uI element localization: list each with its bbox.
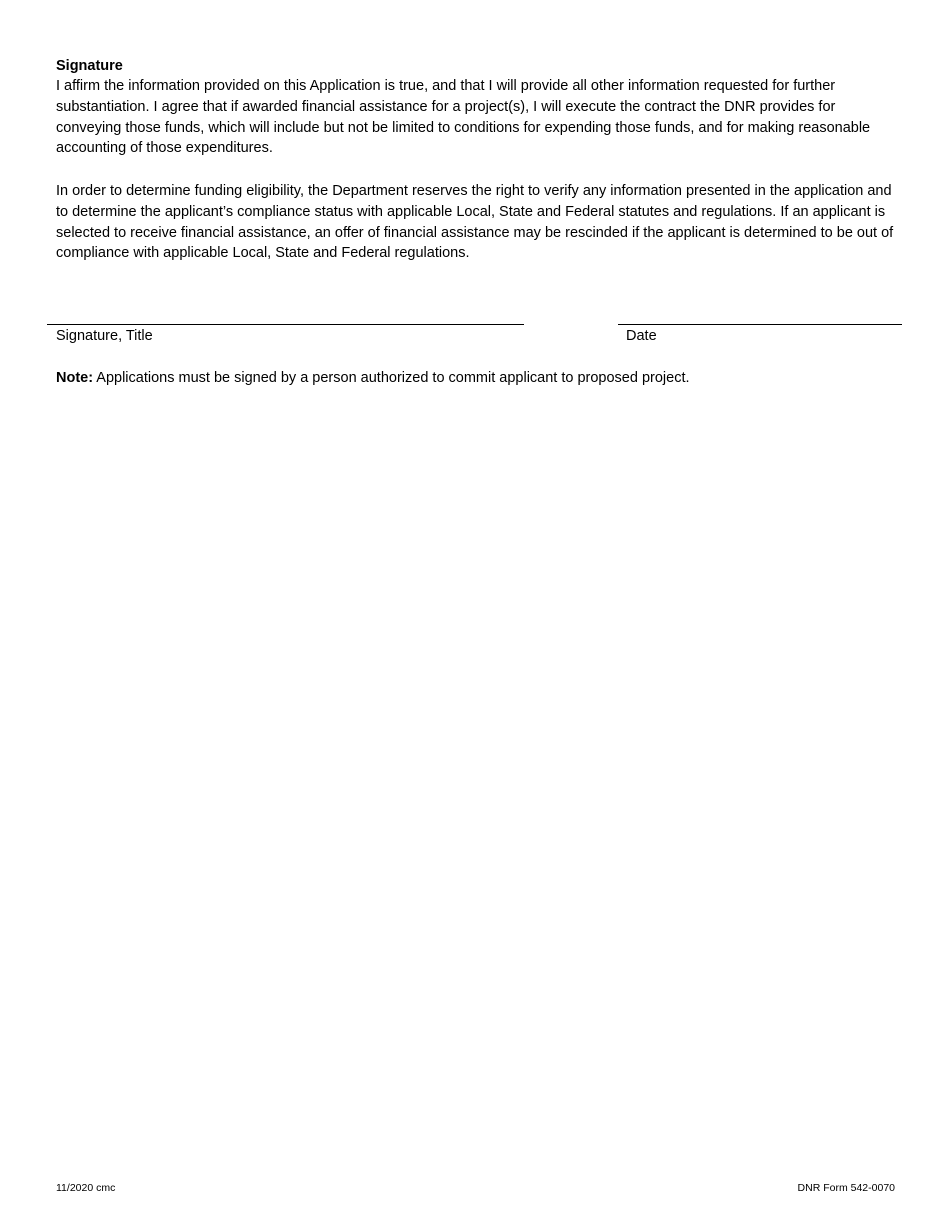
footer-form-number: DNR Form 542-0070 bbox=[797, 1182, 895, 1194]
section-heading: Signature bbox=[56, 58, 123, 74]
note-label: Note: bbox=[56, 370, 94, 386]
date-label: Date bbox=[626, 328, 657, 344]
affirmation-paragraph: I affirm the information provided on this Application is true, and that I will provide all other information requested for further substantiation. I agree that if awarded financial assistance for a project(s), I will execute the contract the DNR provides for conveying those funds, which will include but not be limited to conditions for expending those funds, and for making reasonable accounting of those expenditures. bbox=[56, 78, 871, 157]
signature-title-label: Signature, Title bbox=[56, 328, 153, 344]
note-text bbox=[56, 368, 690, 388]
footer-revision: 11/2020 cmc bbox=[56, 1182, 116, 1194]
signature-line[interactable] bbox=[47, 324, 524, 325]
date-line[interactable] bbox=[618, 324, 902, 325]
note-body: Applications must be signed by a person authorized to commit applicant to proposed project. bbox=[93, 370, 690, 386]
eligibility-paragraph: In order to determine funding eligibility, the Department reserves the right to verify any information presented in the application and to determine the applicant’s compliance status with applicable Local, State and Federal statutes and regulations. If an applicant is selected to receive financial assistance, an offer of financial assistance may be rescinded if the applicant is determined to be out of compliance with applicable Local, State and Federal regulations. bbox=[56, 183, 894, 262]
